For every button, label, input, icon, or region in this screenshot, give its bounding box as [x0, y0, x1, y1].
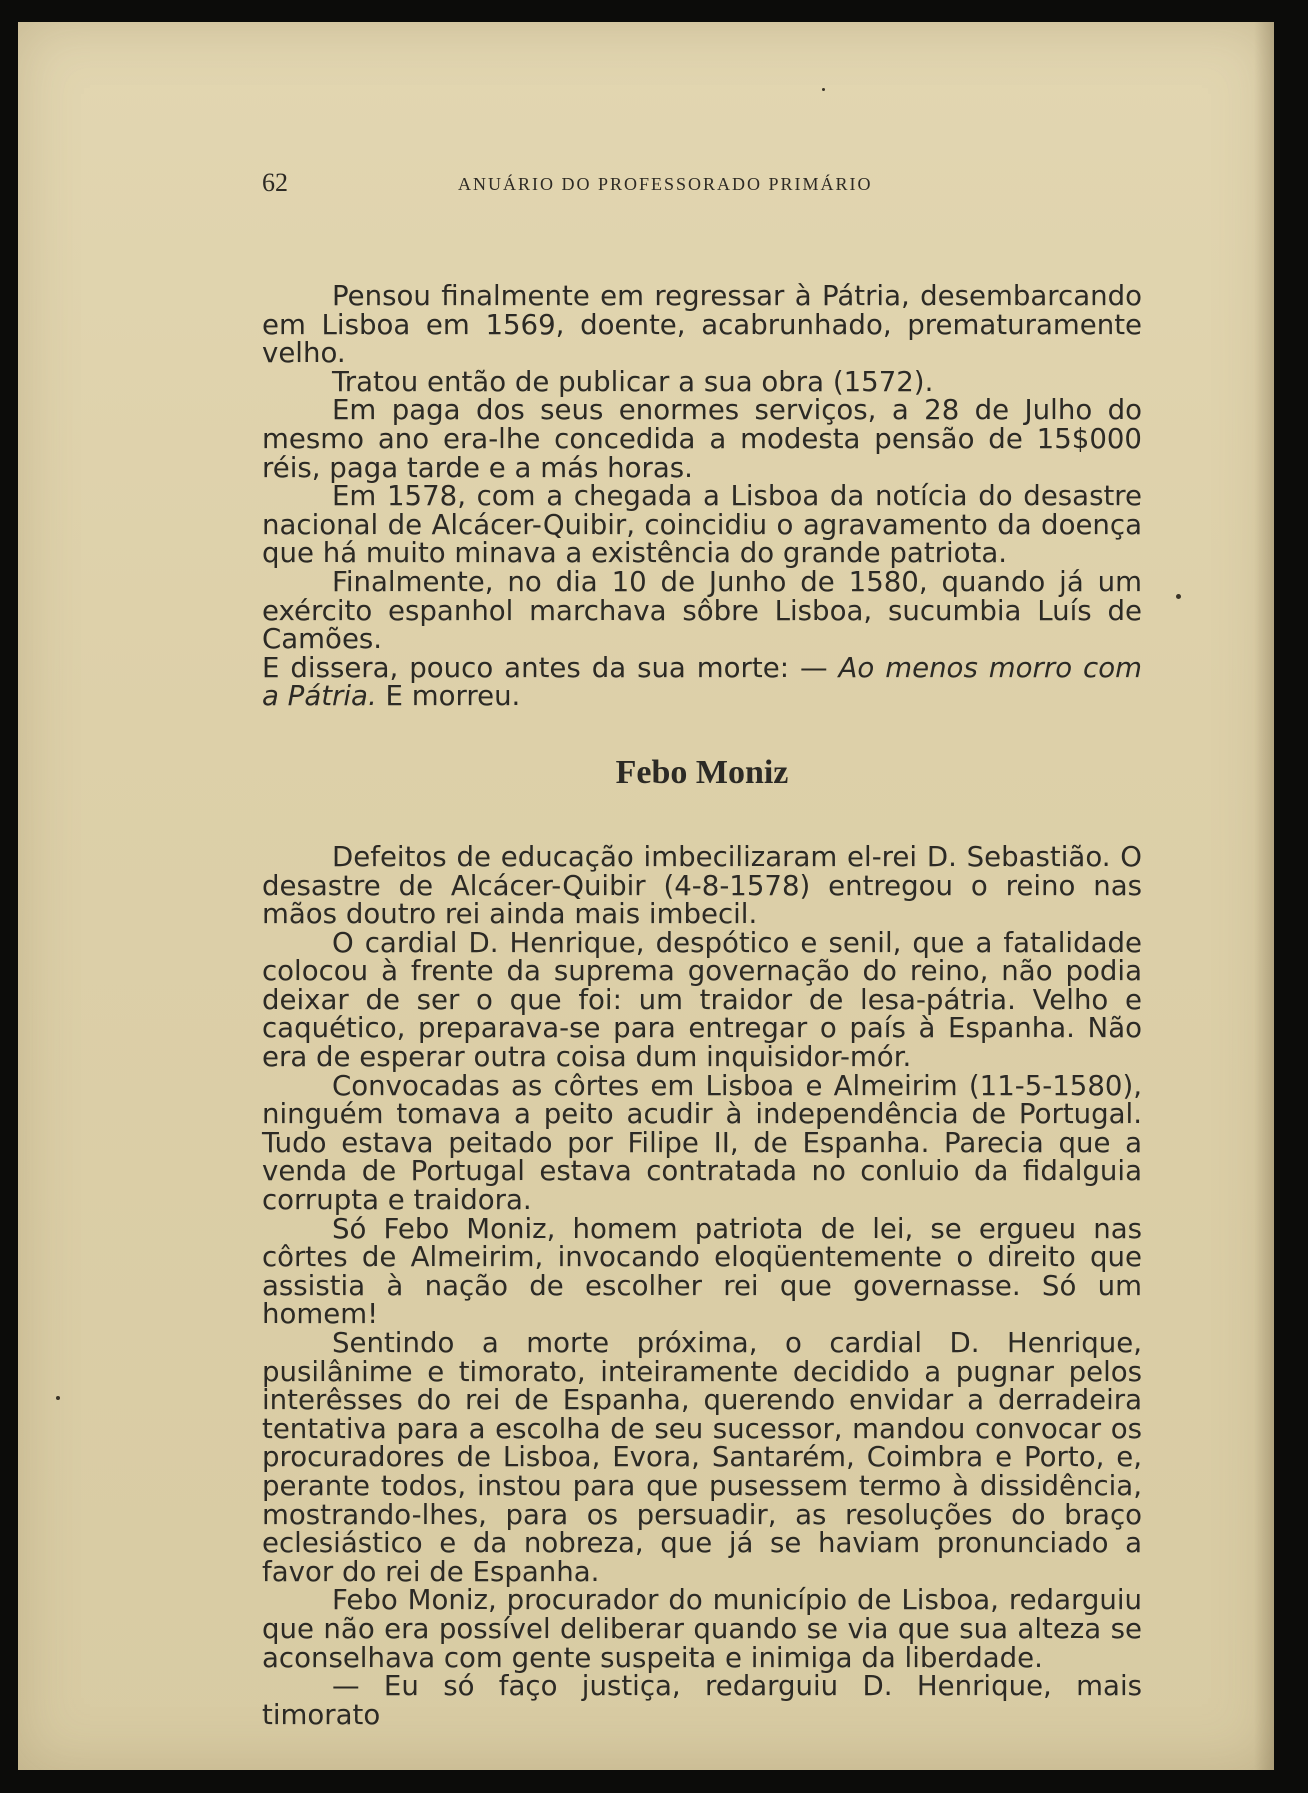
paragraph: Em 1578, com a chegada a Lisboa da notícia do desastre nacional de Alcácer-Quibir, coincidiu o agravamento da doença que há muito minava a existência do grande patriota.: [262, 479, 1142, 570]
paragraph: Sentindo a morte próxima, o cardial D. Henrique, pusilânime e timorato, inteiramente decidido a pugnar pelos interêsses do rei de Espanha, querendo envidar a derradeira tentativa para a escolha de seu sucessor, mandou convocar os procuradores de Lisboa, Evora, Santarém, Coimbra e Porto, e, perante todos, instou para que pusessem termo à dissidência, mostrando-lhes, para os persuadir, as resoluções do braço eclesiástico e da nobreza, que já se haviam pronunciado a favor do rei de Espanha.: [262, 1326, 1142, 1588]
paragraph: Convocadas as côrtes em Lisboa e Almeirim (11-5-1580), ninguém tomava a peito acudir à independência de Portugal. Tudo estava peitado por Filipe II, de Espanha. Parecia que a venda de Portugal estava contratada no conluio da fidalguia corrupta e traidora.: [262, 1068, 1142, 1217]
closing-paragraph: [262, 650, 1142, 713]
closing-quote: Ao menos morro com a Pátria.: [262, 650, 1142, 713]
paragraph: Só Febo Moniz, homem patriota de lei, se ergueu nas côrtes de Almeirim, invocando eloqüentemente o direito que assistia à nação de escolher rei que governasse. Só um homem!: [262, 1211, 1142, 1331]
running-title: ANUÁRIO DO PROFESSORADO PRIMÁRIO: [458, 174, 873, 194]
paragraph: Pensou finalmente em regressar à Pátria, desembarcando em Lisboa em 1569, doente, acabrunhado, prematuramente velho.: [262, 279, 1142, 370]
paragraph: Febo Moniz, procurador do município de Lisboa, redarguiu que não era possível deliberar quando se via que sua alteza se aconselhava com gente suspeita e inimiga da liberdade.: [262, 1583, 1142, 1674]
closing-text: E dissera, pouco antes da sua morte: —: [262, 650, 839, 684]
page-number: 62: [262, 168, 288, 197]
paragraph: O cardial D. Henrique, despótico e senil, que a fatalidade colocou à frente da suprema governação do reino, não podia deixar de ser o que foi: um traidor de lesa-pátria. Velho e caquético, preparava-se para entregar o país à Espanha. Não era de esperar outra coisa dum inquisidor-mór.: [262, 925, 1142, 1074]
paragraph: — Eu só faço justiça, redarguiu D. Henrique, mais timorato: [262, 1669, 1142, 1731]
paragraph: Tratou então de publicar a sua obra (1572).: [332, 364, 934, 398]
paper-speck: [56, 1396, 60, 1400]
paper-speck: [1176, 594, 1181, 599]
page-fold-shadow: [1254, 22, 1274, 1770]
paper-speck: [822, 88, 825, 91]
paragraph: Em paga dos seus enormes serviços, a 28 de Julho do mesmo ano era-lhe concedida a modesta pensão de 15$000 réis, paga tarde e a más horas.: [262, 393, 1142, 484]
closing-end: E morreu.: [376, 679, 521, 713]
body-text: [262, 279, 1142, 1731]
paragraph: Defeitos de educação imbecilizaram el-rei D. Sebastião. O desastre de Alcácer-Quibir (4-8-1578) entregou o reino nas mãos doutro rei ainda mais imbecil.: [262, 839, 1142, 931]
page-header: [262, 168, 1142, 204]
paragraph: Finalmente, no dia 10 de Junho de 1580, quando já um exército espanhol marchava sôbre Lisboa, sucumbia Luís de Camões.: [262, 564, 1142, 656]
section-title: Febo Moniz: [615, 753, 789, 791]
